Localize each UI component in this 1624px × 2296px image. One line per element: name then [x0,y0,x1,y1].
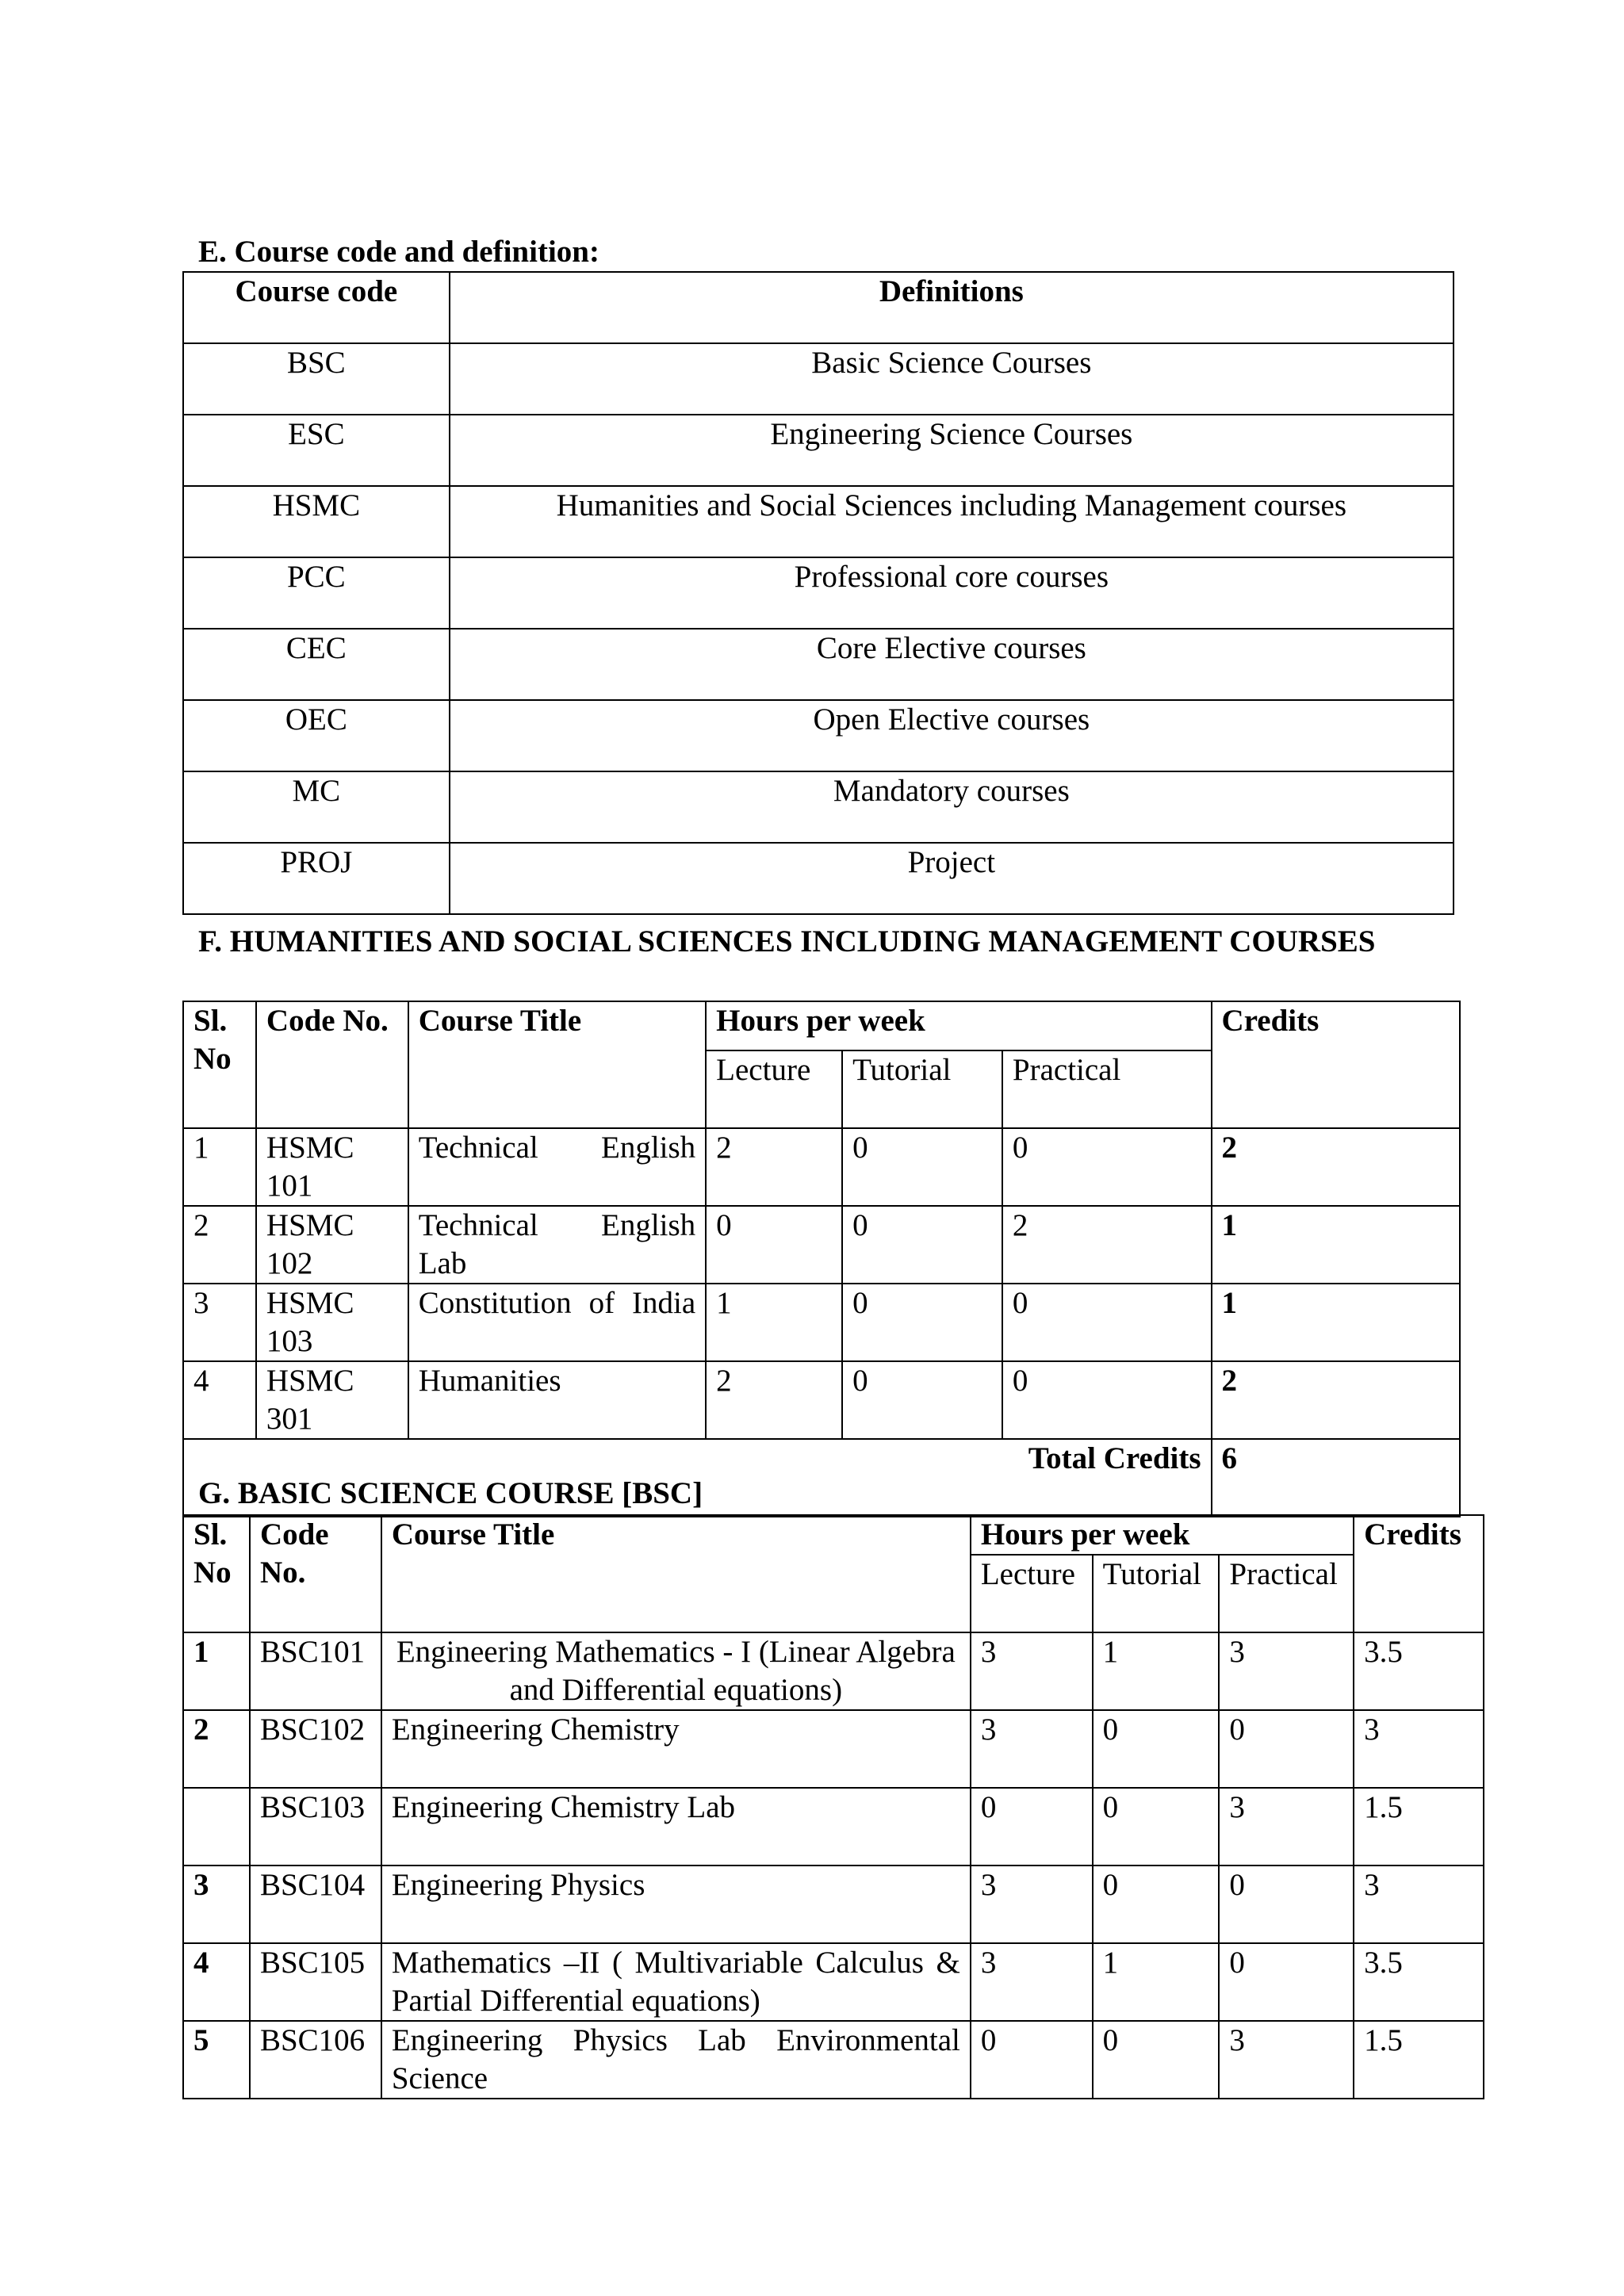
table-row [183,343,1454,415]
humanities-courses-table [182,1001,1461,1517]
table-header-row [183,272,1454,343]
practical-hours: 0 [1002,1128,1212,1206]
course-title: Engineering Mathematics - I (Linear Algebra and Differential equations) [381,1632,971,1710]
table-row [183,486,1454,557]
total-credits-value: 6 [1212,1439,1460,1517]
table-row [183,1284,1460,1361]
definition: Basic Science Courses [450,343,1454,415]
code-no: BSC105 [250,1943,381,2021]
credits: 1.5 [1354,2021,1484,2099]
sl-no: 3 [183,1866,250,1943]
course-code: HSMC [183,486,450,557]
table-row [183,1710,1484,1788]
lecture-hours: 2 [706,1361,842,1439]
lecture-hours: 3 [971,1632,1093,1710]
tutorial-hours: 0 [1093,2021,1220,2099]
credits: 3 [1354,1710,1484,1788]
tutorial-hours: 0 [842,1128,1002,1206]
course-title: Mathematics –II ( Multivariable Calculus & Partial Differential equations) [381,1943,971,2021]
sl-no: 5 [183,2021,250,2099]
header-code-no: Code No. [250,1515,381,1632]
header-course-title: Course Title [408,1001,706,1128]
table-row [183,1866,1484,1943]
section-g-heading: G. BASIC SCIENCE COURSE [BSC] [198,1476,703,1510]
course-code: CEC [183,629,450,700]
header-hours-per-week: Hours per week [706,1001,1211,1050]
sl-no [183,1788,250,1866]
course-code: ESC [183,415,450,486]
header-tutorial: Tutorial [842,1050,1002,1128]
table-row [183,1788,1484,1866]
header-sl-no: Sl. No [183,1001,256,1128]
header-hours-per-week: Hours per week [971,1515,1354,1555]
practical-hours: 3 [1219,2021,1354,2099]
credits: 1 [1212,1284,1460,1361]
table-row [183,1206,1460,1284]
practical-hours: 0 [1219,1866,1354,1943]
table-row [183,700,1454,771]
code-no: BSC101 [250,1632,381,1710]
practical-hours: 0 [1219,1710,1354,1788]
table-row [183,1943,1484,2021]
tutorial-hours: 1 [1093,1943,1220,2021]
code-no: BSC103 [250,1788,381,1866]
definition: Mandatory courses [450,771,1454,843]
lecture-hours: 3 [971,1866,1093,1943]
sl-no: 4 [183,1943,250,2021]
course-title: Humanities [408,1361,706,1439]
table-row [183,2021,1484,2099]
table-row [183,557,1454,629]
table-row [183,415,1454,486]
tutorial-hours: 1 [1093,1632,1220,1710]
tutorial-hours: 0 [842,1361,1002,1439]
header-lecture: Lecture [706,1050,842,1128]
sl-no: 2 [183,1710,250,1788]
practical-hours: 3 [1219,1788,1354,1866]
header-practical: Practical [1219,1555,1354,1632]
sl-no: 3 [183,1284,256,1361]
course-code: MC [183,771,450,843]
header-course-code: Course code [183,272,450,343]
lecture-hours: 2 [706,1128,842,1206]
sl-no: 1 [183,1128,256,1206]
code-no: HSMC 102 [256,1206,408,1284]
header-credits: Credits [1354,1515,1484,1632]
course-title: Engineering Physics [381,1866,971,1943]
basic-science-courses-table [182,1514,1484,2099]
section-e-heading: E. Course code and definition: [198,235,599,269]
credits: 1 [1212,1206,1460,1284]
credits: 1.5 [1354,1788,1484,1866]
header-definitions: Definitions [450,272,1454,343]
code-no: BSC106 [250,2021,381,2099]
header-sl-no: Sl. No [183,1515,250,1632]
course-code: BSC [183,343,450,415]
course-code-table [182,271,1454,915]
definition: Professional core courses [450,557,1454,629]
definition: Open Elective courses [450,700,1454,771]
course-title: Engineering Chemistry Lab [381,1788,971,1866]
lecture-hours: 0 [971,1788,1093,1866]
table-header-row [183,1001,1460,1050]
code-no: BSC102 [250,1710,381,1788]
table-row [183,1128,1460,1206]
credits: 3.5 [1354,1632,1484,1710]
course-title: Engineering Chemistry [381,1710,971,1788]
table-row [183,629,1454,700]
section-f-heading: F. HUMANITIES AND SOCIAL SCIENCES INCLUDING MANAGEMENT COURSES [198,924,1376,959]
credits: 2 [1212,1361,1460,1439]
credits: 2 [1212,1128,1460,1206]
credits: 3.5 [1354,1943,1484,2021]
practical-hours: 0 [1002,1284,1212,1361]
code-no: BSC104 [250,1866,381,1943]
course-title: Technical English Lab [408,1206,706,1284]
course-code: OEC [183,700,450,771]
tutorial-hours: 0 [842,1284,1002,1361]
lecture-hours: 0 [971,2021,1093,2099]
practical-hours: 0 [1002,1361,1212,1439]
lecture-hours: 3 [971,1943,1093,2021]
course-title: Constitution of India [408,1284,706,1361]
table-row [183,1632,1484,1710]
code-no: HSMC 301 [256,1361,408,1439]
practical-hours: 3 [1219,1632,1354,1710]
credits: 3 [1354,1866,1484,1943]
header-code-no: Code No. [256,1001,408,1128]
header-tutorial: Tutorial [1093,1555,1220,1632]
table-row [183,771,1454,843]
sl-no: 4 [183,1361,256,1439]
definition: Humanities and Social Sciences including Management courses [450,486,1454,557]
tutorial-hours: 0 [1093,1866,1220,1943]
definition: Core Elective courses [450,629,1454,700]
definition: Project [450,843,1454,914]
course-code: PROJ [183,843,450,914]
sl-no: 2 [183,1206,256,1284]
header-course-title: Course Title [381,1515,971,1632]
tutorial-hours: 0 [1093,1710,1220,1788]
header-credits: Credits [1212,1001,1460,1128]
table-row [183,843,1454,914]
course-title: Engineering Physics Lab Environmental Science [381,2021,971,2099]
course-code: PCC [183,557,450,629]
table-row [183,1361,1460,1439]
lecture-hours: 1 [706,1284,842,1361]
table-header-row [183,1515,1484,1555]
tutorial-hours: 0 [842,1206,1002,1284]
definition: Engineering Science Courses [450,415,1454,486]
practical-hours: 2 [1002,1206,1212,1284]
lecture-hours: 0 [706,1206,842,1284]
lecture-hours: 3 [971,1710,1093,1788]
course-title: Technical English [408,1128,706,1206]
header-lecture: Lecture [971,1555,1093,1632]
code-no: HSMC 103 [256,1284,408,1361]
practical-hours: 0 [1219,1943,1354,2021]
sl-no: 1 [183,1632,250,1710]
header-practical: Practical [1002,1050,1212,1128]
tutorial-hours: 0 [1093,1788,1220,1866]
code-no: HSMC 101 [256,1128,408,1206]
total-credits-label: Total Credits [183,1439,1212,1517]
